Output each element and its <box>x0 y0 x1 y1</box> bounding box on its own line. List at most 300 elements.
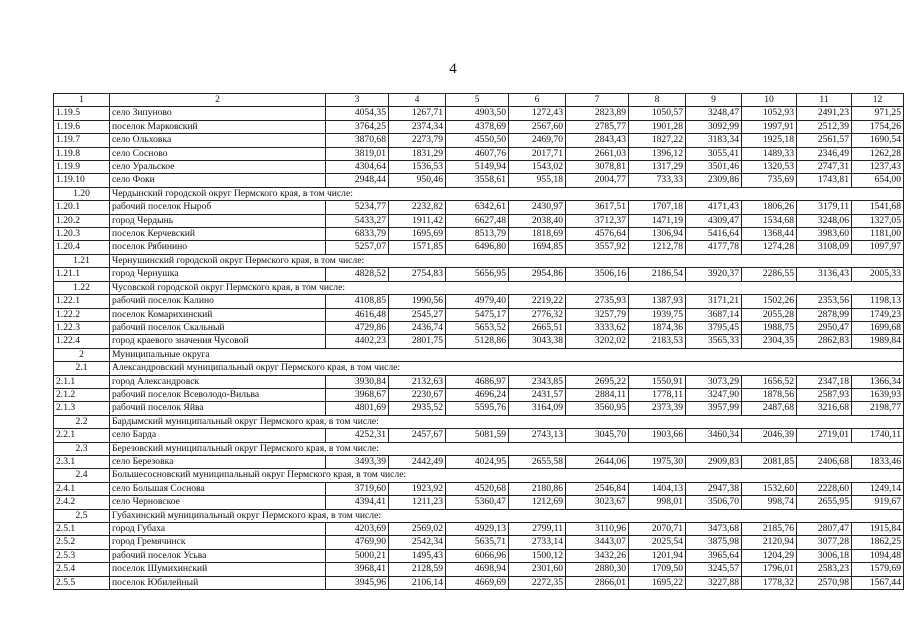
value-cell: 3333,62 <box>566 321 629 334</box>
table-row <box>54 523 904 536</box>
value-cell: 1097,97 <box>852 241 904 254</box>
table-row <box>54 241 904 254</box>
value-cell: 1831,29 <box>389 147 446 160</box>
row-code: 2.1.2 <box>54 388 110 401</box>
value-cell: 3055,41 <box>686 147 742 160</box>
header-cell: 2 <box>110 94 326 107</box>
header-cell: 6 <box>509 94 566 107</box>
table-row <box>54 536 904 549</box>
row-code: 2.2 <box>54 415 110 428</box>
table-body <box>54 94 904 590</box>
value-cell: 3136,43 <box>797 268 852 281</box>
value-cell: 2754,83 <box>389 268 446 281</box>
value-cell: 2880,30 <box>566 563 629 576</box>
value-cell: 1796,01 <box>742 563 797 576</box>
value-cell: 3078,81 <box>566 161 629 174</box>
value-cell: 1754,26 <box>852 120 904 133</box>
value-cell: 4177,78 <box>686 241 742 254</box>
value-cell: 1975,30 <box>629 455 686 468</box>
row-code: 1.22 <box>54 281 110 294</box>
value-cell: 3493,39 <box>326 455 389 468</box>
value-cell: 3557,92 <box>566 241 629 254</box>
table-row <box>54 576 904 589</box>
value-cell: 2406,68 <box>797 455 852 468</box>
section-row <box>54 254 904 267</box>
value-cell: 5475,17 <box>446 308 509 321</box>
value-cell: 3110,96 <box>566 523 629 536</box>
row-code: 1.22.4 <box>54 335 110 348</box>
value-cell: 4903,50 <box>446 107 509 120</box>
value-cell: 1262,28 <box>852 147 904 160</box>
value-cell: 1997,91 <box>742 120 797 133</box>
value-cell: 2038,40 <box>509 214 566 227</box>
value-cell: 1709,50 <box>629 563 686 576</box>
row-code: 1.22.1 <box>54 295 110 308</box>
section-row <box>54 348 904 361</box>
value-cell: 5416,64 <box>686 228 742 241</box>
value-cell: 2948,44 <box>326 174 389 187</box>
table-row <box>54 134 904 147</box>
table-row <box>54 388 904 401</box>
value-cell: 2661,03 <box>566 147 629 160</box>
settlement-name: село Барда <box>110 429 326 442</box>
value-cell: 3227,88 <box>686 576 742 589</box>
value-cell: 2487,68 <box>742 402 797 415</box>
settlement-name: рабочий поселок Яйва <box>110 402 326 415</box>
value-cell: 5234,77 <box>326 201 389 214</box>
value-cell: 1923,92 <box>389 482 446 495</box>
value-cell: 3432,26 <box>566 549 629 562</box>
settlement-name: рабочий поселок Усьва <box>110 549 326 562</box>
value-cell: 2347,18 <box>797 375 852 388</box>
settlement-name: рабочий поселок Всеволодо-Вильва <box>110 388 326 401</box>
value-cell: 998,74 <box>742 496 797 509</box>
value-cell: 1237,43 <box>852 161 904 174</box>
value-cell: 1404,13 <box>629 482 686 495</box>
value-cell: 2230,67 <box>389 388 446 401</box>
row-code: 2.4.2 <box>54 496 110 509</box>
value-cell: 1267,71 <box>389 107 446 120</box>
value-cell: 2025,54 <box>629 536 686 549</box>
page-number: 4 <box>449 61 457 77</box>
value-cell: 3617,51 <box>566 201 629 214</box>
value-cell: 1534,68 <box>742 214 797 227</box>
value-cell: 4054,35 <box>326 107 389 120</box>
value-cell: 1495,43 <box>389 549 446 562</box>
row-code: 2.5.2 <box>54 536 110 549</box>
settlement-name: поселок Шумихинский <box>110 563 326 576</box>
value-cell: 919,67 <box>852 496 904 509</box>
value-cell: 1396,12 <box>629 147 686 160</box>
value-cell: 3506,70 <box>686 496 742 509</box>
value-cell: 2909,83 <box>686 455 742 468</box>
value-cell: 5149,94 <box>446 161 509 174</box>
table-row <box>54 147 904 160</box>
settlement-name: село Фоки <box>110 174 326 187</box>
value-cell: 3202,02 <box>566 335 629 348</box>
value-cell: 1204,29 <box>742 549 797 562</box>
value-cell: 2232,82 <box>389 201 446 214</box>
value-cell: 2546,84 <box>566 482 629 495</box>
settlement-name: село Сосново <box>110 147 326 160</box>
value-cell: 1567,44 <box>852 576 904 589</box>
header-cell: 10 <box>742 94 797 107</box>
value-cell: 1272,43 <box>509 107 566 120</box>
table-row <box>54 120 904 133</box>
value-cell: 1181,00 <box>852 228 904 241</box>
settlement-name: город краевого значения Чусовой <box>110 335 326 348</box>
value-cell: 2512,39 <box>797 120 852 133</box>
settlement-name: поселок Юбилейный <box>110 576 326 589</box>
value-cell: 4378,69 <box>446 120 509 133</box>
section-title: Чусовской городской округ Пермского края, в том числе: <box>110 281 904 294</box>
row-code: 1.20.4 <box>54 241 110 254</box>
value-cell: 2785,77 <box>566 120 629 133</box>
value-cell: 2180,86 <box>509 482 566 495</box>
value-cell: 2436,74 <box>389 321 446 334</box>
value-cell: 3920,37 <box>686 268 742 281</box>
value-cell: 3045,70 <box>566 429 629 442</box>
value-cell: 3712,37 <box>566 214 629 227</box>
row-code: 1.22.2 <box>54 308 110 321</box>
value-cell: 4520,68 <box>446 482 509 495</box>
section-title: Муниципальные округа <box>110 348 904 361</box>
header-cell: 8 <box>629 94 686 107</box>
value-cell: 2219,22 <box>509 295 566 308</box>
header-cell: 12 <box>852 94 904 107</box>
value-cell: 3819,01 <box>326 147 389 160</box>
value-cell: 971,25 <box>852 107 904 120</box>
value-cell: 2884,11 <box>566 388 629 401</box>
section-row <box>54 442 904 455</box>
table-row <box>54 295 904 308</box>
value-cell: 3460,34 <box>686 429 742 442</box>
value-cell: 2346,49 <box>797 147 852 160</box>
value-cell: 3719,60 <box>326 482 389 495</box>
section-title: Александровский муниципальный округ Пермского края, в том числе: <box>110 362 904 375</box>
table-row <box>54 107 904 120</box>
value-cell: 2567,60 <box>509 120 566 133</box>
value-cell: 1833,46 <box>852 455 904 468</box>
row-code: 1.21 <box>54 254 110 267</box>
row-code: 2.5.1 <box>54 523 110 536</box>
value-cell: 2374,34 <box>389 120 446 133</box>
value-cell: 2055,28 <box>742 308 797 321</box>
row-code: 1.20.2 <box>54 214 110 227</box>
row-code: 2.5.4 <box>54 563 110 576</box>
value-cell: 3092,99 <box>686 120 742 133</box>
value-cell: 5595,76 <box>446 402 509 415</box>
value-cell: 2665,51 <box>509 321 566 334</box>
value-cell: 2862,83 <box>797 335 852 348</box>
settlement-name: поселок Марковский <box>110 120 326 133</box>
value-cell: 3965,64 <box>686 549 742 562</box>
row-code: 2.5 <box>54 509 110 522</box>
value-cell: 2017,71 <box>509 147 566 160</box>
value-cell: 2343,85 <box>509 375 566 388</box>
value-cell: 1915,84 <box>852 523 904 536</box>
value-cell: 4696,24 <box>446 388 509 401</box>
row-code: 1.19.7 <box>54 134 110 147</box>
settlement-name: рабочий поселок Калино <box>110 295 326 308</box>
value-cell: 2183,53 <box>629 335 686 348</box>
value-cell: 1656,52 <box>742 375 797 388</box>
row-code: 2.3 <box>54 442 110 455</box>
section-row <box>54 187 904 200</box>
section-row <box>54 469 904 482</box>
value-cell: 3073,29 <box>686 375 742 388</box>
value-cell: 2228,60 <box>797 482 852 495</box>
value-cell: 3247,90 <box>686 388 742 401</box>
value-cell: 1306,94 <box>629 228 686 241</box>
value-cell: 1536,53 <box>389 161 446 174</box>
table-row <box>54 429 904 442</box>
value-cell: 2747,31 <box>797 161 852 174</box>
value-cell: 1571,85 <box>389 241 446 254</box>
value-cell: 1639,93 <box>852 388 904 401</box>
tariff-table <box>53 93 904 590</box>
value-cell: 2081,85 <box>742 455 797 468</box>
table-row <box>54 563 904 576</box>
value-cell: 1911,42 <box>389 214 446 227</box>
table-row <box>54 214 904 227</box>
row-code: 2.5.5 <box>54 576 110 589</box>
value-cell: 4402,23 <box>326 335 389 348</box>
value-cell: 3006,18 <box>797 549 852 562</box>
settlement-name: поселок Керчевский <box>110 228 326 241</box>
row-code: 1.19.10 <box>54 174 110 187</box>
value-cell: 1699,68 <box>852 321 904 334</box>
row-code: 2.1.3 <box>54 402 110 415</box>
value-cell: 2807,47 <box>797 523 852 536</box>
value-cell: 5081,59 <box>446 429 509 442</box>
value-cell: 6833,79 <box>326 228 389 241</box>
value-cell: 2776,32 <box>509 308 566 321</box>
value-cell: 4203,69 <box>326 523 389 536</box>
value-cell: 2198,77 <box>852 402 904 415</box>
row-code: 1.20.1 <box>54 201 110 214</box>
value-cell: 2430,97 <box>509 201 566 214</box>
value-cell: 733,33 <box>629 174 686 187</box>
table-row <box>54 321 904 334</box>
value-cell: 1500,12 <box>509 549 566 562</box>
value-cell: 2120,94 <box>742 536 797 549</box>
value-cell: 3164,09 <box>509 402 566 415</box>
header-cell: 11 <box>797 94 852 107</box>
value-cell: 1988,75 <box>742 321 797 334</box>
value-cell: 2561,57 <box>797 134 852 147</box>
value-cell: 2273,79 <box>389 134 446 147</box>
row-code: 2.4 <box>54 469 110 482</box>
value-cell: 4394,41 <box>326 496 389 509</box>
value-cell: 3216,68 <box>797 402 852 415</box>
row-code: 1.19.6 <box>54 120 110 133</box>
value-cell: 3183,34 <box>686 134 742 147</box>
settlement-name: село Березовка <box>110 455 326 468</box>
section-row <box>54 509 904 522</box>
row-code: 1.19.8 <box>54 147 110 160</box>
value-cell: 1327,05 <box>852 214 904 227</box>
table-row <box>54 161 904 174</box>
row-code: 1.20.3 <box>54 228 110 241</box>
value-cell: 2128,59 <box>389 563 446 576</box>
value-cell: 4252,31 <box>326 429 389 442</box>
value-cell: 2947,38 <box>686 482 742 495</box>
value-cell: 4698,94 <box>446 563 509 576</box>
value-cell: 3945,96 <box>326 576 389 589</box>
value-cell: 3687,14 <box>686 308 742 321</box>
value-cell: 4669,69 <box>446 576 509 589</box>
value-cell: 4979,40 <box>446 295 509 308</box>
value-cell: 2733,14 <box>509 536 566 549</box>
table-row <box>54 402 904 415</box>
header-cell: 3 <box>326 94 389 107</box>
value-cell: 3565,33 <box>686 335 742 348</box>
value-cell: 3968,41 <box>326 563 389 576</box>
value-cell: 3968,67 <box>326 388 389 401</box>
value-cell: 1990,56 <box>389 295 446 308</box>
value-cell: 654,00 <box>852 174 904 187</box>
value-cell: 4309,47 <box>686 214 742 227</box>
section-row <box>54 281 904 294</box>
table-row <box>54 549 904 562</box>
value-cell: 2185,76 <box>742 523 797 536</box>
row-code: 2 <box>54 348 110 361</box>
value-cell: 1502,26 <box>742 295 797 308</box>
value-cell: 4576,64 <box>566 228 629 241</box>
value-cell: 4304,64 <box>326 161 389 174</box>
settlement-name: село Большая Соснова <box>110 482 326 495</box>
value-cell: 1532,60 <box>742 482 797 495</box>
header-cell: 1 <box>54 94 110 107</box>
value-cell: 3473,68 <box>686 523 742 536</box>
value-cell: 2373,39 <box>629 402 686 415</box>
value-cell: 2799,11 <box>509 523 566 536</box>
value-cell: 2070,71 <box>629 523 686 536</box>
value-cell: 1249,14 <box>852 482 904 495</box>
value-cell: 2304,35 <box>742 335 797 348</box>
value-cell: 2542,34 <box>389 536 446 549</box>
value-cell: 4828,52 <box>326 268 389 281</box>
value-cell: 3506,16 <box>566 268 629 281</box>
section-title: Березовский муниципальный округ Пермского края, в том числе: <box>110 442 904 455</box>
value-cell: 6342,61 <box>446 201 509 214</box>
value-cell: 1690,54 <box>852 134 904 147</box>
value-cell: 2106,14 <box>389 576 446 589</box>
value-cell: 2491,23 <box>797 107 852 120</box>
header-cell: 5 <box>446 94 509 107</box>
settlement-name: село Черновское <box>110 496 326 509</box>
table-row <box>54 482 904 495</box>
value-cell: 2301,60 <box>509 563 566 576</box>
value-cell: 6496,80 <box>446 241 509 254</box>
value-cell: 1878,56 <box>742 388 797 401</box>
value-cell: 5656,95 <box>446 268 509 281</box>
value-cell: 2866,01 <box>566 576 629 589</box>
table-row <box>54 455 904 468</box>
value-cell: 3875,98 <box>686 536 742 549</box>
table-row <box>54 496 904 509</box>
value-cell: 2655,58 <box>509 455 566 468</box>
value-cell: 1694,85 <box>509 241 566 254</box>
value-cell: 4929,13 <box>446 523 509 536</box>
value-cell: 998,01 <box>629 496 686 509</box>
value-cell: 2545,27 <box>389 308 446 321</box>
section-title: Чердынский городской округ Пермского края, в том числе: <box>110 187 904 200</box>
section-row <box>54 415 904 428</box>
value-cell: 1740,11 <box>852 429 904 442</box>
value-cell: 4108,85 <box>326 295 389 308</box>
settlement-name: рабочий поселок Ныроб <box>110 201 326 214</box>
value-cell: 3560,95 <box>566 402 629 415</box>
value-cell: 1471,19 <box>629 214 686 227</box>
value-cell: 1806,26 <box>742 201 797 214</box>
value-cell: 1543,02 <box>509 161 566 174</box>
value-cell: 3108,09 <box>797 241 852 254</box>
value-cell: 3501,46 <box>686 161 742 174</box>
value-cell: 2442,49 <box>389 455 446 468</box>
settlement-name: село Уральское <box>110 161 326 174</box>
value-cell: 1387,93 <box>629 295 686 308</box>
value-cell: 6627,48 <box>446 214 509 227</box>
value-cell: 4769,90 <box>326 536 389 549</box>
value-cell: 5360,47 <box>446 496 509 509</box>
table-row <box>54 335 904 348</box>
value-cell: 2005,33 <box>852 268 904 281</box>
row-code: 2.5.3 <box>54 549 110 562</box>
value-cell: 2353,56 <box>797 295 852 308</box>
value-cell: 4171,43 <box>686 201 742 214</box>
value-cell: 2843,43 <box>566 134 629 147</box>
value-cell: 3764,25 <box>326 120 389 133</box>
value-cell: 1818,69 <box>509 228 566 241</box>
value-cell: 4686,97 <box>446 375 509 388</box>
value-cell: 1827,22 <box>629 134 686 147</box>
header-cell: 4 <box>389 94 446 107</box>
value-cell: 5128,86 <box>446 335 509 348</box>
value-cell: 1541,68 <box>852 201 904 214</box>
value-cell: 2272,35 <box>509 576 566 589</box>
value-cell: 2644,06 <box>566 455 629 468</box>
value-cell: 1901,28 <box>629 120 686 133</box>
value-cell: 5257,07 <box>326 241 389 254</box>
table-row <box>54 268 904 281</box>
row-code: 2.1.1 <box>54 375 110 388</box>
value-cell: 3248,06 <box>797 214 852 227</box>
table-row <box>54 201 904 214</box>
row-code: 2.1 <box>54 362 110 375</box>
section-title: Большесосновский муниципальный округ Пермского края, в том числе: <box>110 469 904 482</box>
value-cell: 4616,48 <box>326 308 389 321</box>
value-cell: 1695,69 <box>389 228 446 241</box>
value-cell: 3930,84 <box>326 375 389 388</box>
value-cell: 5433,27 <box>326 214 389 227</box>
row-code: 1.21.1 <box>54 268 110 281</box>
value-cell: 4801,69 <box>326 402 389 415</box>
value-cell: 1743,81 <box>797 174 852 187</box>
value-cell: 1320,53 <box>742 161 797 174</box>
value-cell: 2583,23 <box>797 563 852 576</box>
value-cell: 3023,67 <box>566 496 629 509</box>
value-cell: 1862,25 <box>852 536 904 549</box>
value-cell: 1094,48 <box>852 549 904 562</box>
value-cell: 2186,54 <box>629 268 686 281</box>
table-row <box>54 228 904 241</box>
value-cell: 1489,33 <box>742 147 797 160</box>
value-cell: 1939,75 <box>629 308 686 321</box>
value-cell: 2569,02 <box>389 523 446 536</box>
value-cell: 1925,18 <box>742 134 797 147</box>
